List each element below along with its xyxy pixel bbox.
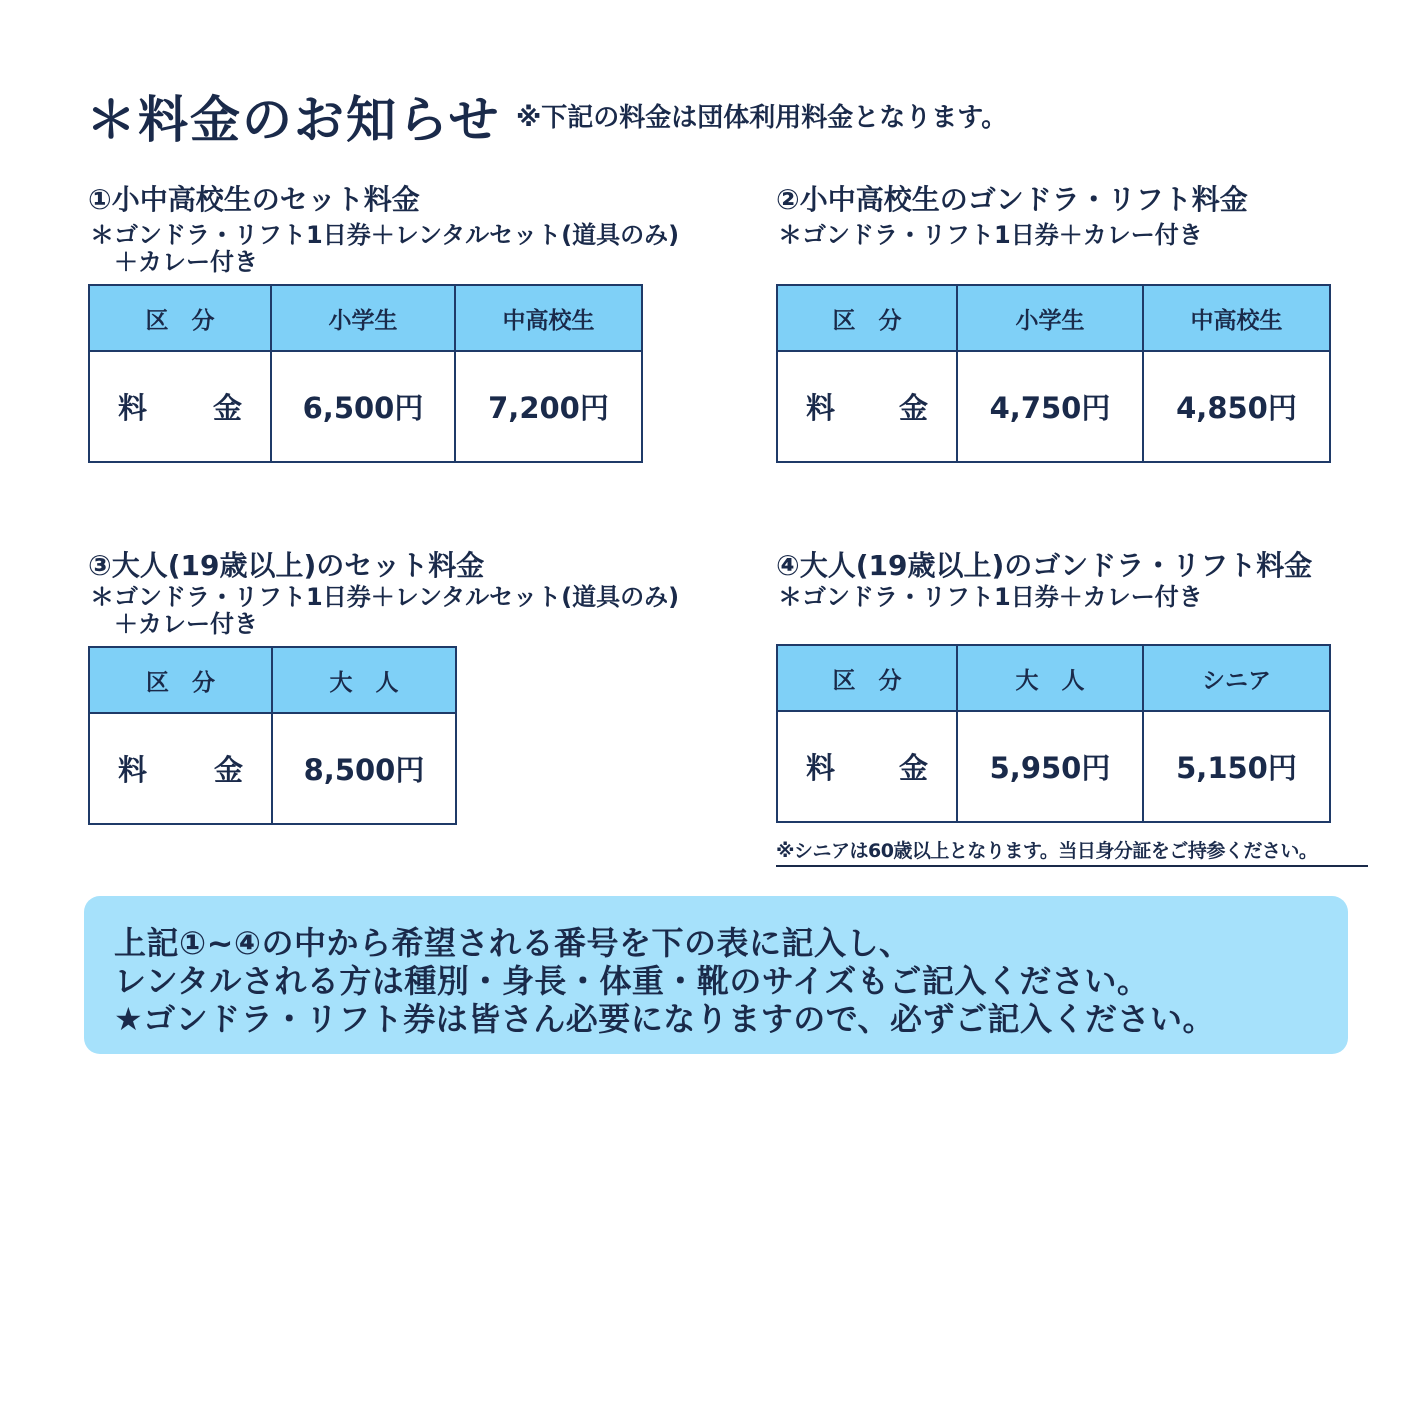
price-elementary: 4,750円 [957, 351, 1143, 462]
header-adult: 大 人 [272, 647, 456, 713]
header-category: 区 分 [777, 645, 957, 711]
section-4-price-table [776, 644, 1331, 823]
header-category: 区 分 [89, 285, 271, 351]
price-middle-high: 7,200円 [455, 351, 642, 462]
price-adult: 5,950円 [957, 711, 1143, 822]
header-category: 区 分 [89, 647, 272, 713]
section-3-price-table [88, 646, 457, 825]
row-label-fee: 料 金 [89, 713, 272, 824]
info-line-3: ★ゴンドラ・リフト券は皆さん必要になりますので、必ずご記入ください。 [114, 1000, 1216, 1038]
header-middle-high: 中高校生 [1143, 285, 1330, 351]
info-line-1: 上記①~④の中から希望される番号を下の表に記入し、 [114, 924, 912, 962]
title-note: ※下記の料金は団体利用料金となります。 [516, 103, 1008, 133]
section-2-price-table [776, 284, 1331, 463]
senior-note: ※シニアは60歳以上となります。当日身分証をご持参ください。 [776, 836, 1368, 867]
section-3-description: ＊ゴンドラ・リフト1日券＋レンタルセット(道具のみ) ＋カレー付き [90, 583, 680, 638]
row-label-fee: 料 金 [777, 711, 957, 822]
price-elementary: 6,500円 [271, 351, 455, 462]
section-1-price-table [88, 284, 643, 463]
header-senior: シニア [1143, 645, 1330, 711]
header-elementary: 小学生 [271, 285, 455, 351]
info-line-2: レンタルされる方は種別・身長・体重・靴のサイズもご記入ください。 [114, 962, 1150, 1000]
price-middle-high: 4,850円 [1143, 351, 1330, 462]
section-3-title: ③大人(19歳以上)のセット料金 [88, 549, 485, 582]
section-2-description: ＊ゴンドラ・リフト1日券＋カレー付き [778, 221, 1203, 249]
section-1-description: ＊ゴンドラ・リフト1日券＋レンタルセット(道具のみ) ＋カレー付き [90, 221, 680, 276]
section-2-title: ②小中高校生のゴンドラ・リフト料金 [776, 183, 1248, 216]
page-title: ＊料金のお知らせ [86, 91, 501, 149]
section-4-description: ＊ゴンドラ・リフト1日券＋カレー付き [778, 583, 1203, 611]
row-label-fee: 料 金 [89, 351, 271, 462]
section-4-title: ④大人(19歳以上)のゴンドラ・リフト料金 [776, 549, 1313, 582]
header-adult: 大 人 [957, 645, 1143, 711]
row-label-fee: 料 金 [777, 351, 957, 462]
header-category: 区 分 [777, 285, 957, 351]
price-senior: 5,150円 [1143, 711, 1330, 822]
price-adult: 8,500円 [272, 713, 456, 824]
header-elementary: 小学生 [957, 285, 1143, 351]
section-1-title: ①小中高校生のセット料金 [88, 183, 420, 216]
header-middle-high: 中高校生 [455, 285, 642, 351]
